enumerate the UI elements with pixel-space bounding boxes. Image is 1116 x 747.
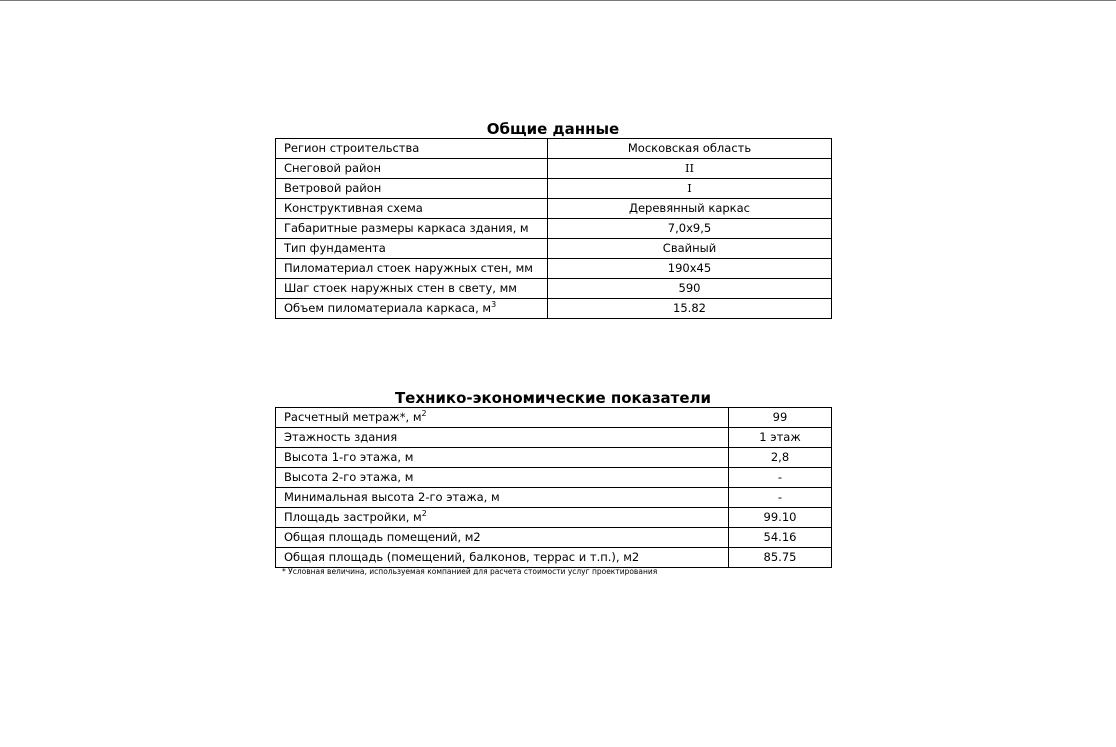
row-label: Ветровой район — [276, 179, 548, 199]
row-label: Площадь застройки, м — [284, 510, 422, 524]
table-row — [276, 299, 832, 319]
row-label: Высота 1-го этажа, м — [276, 448, 729, 468]
row-value: 1 этаж — [729, 428, 832, 448]
row-value: Московская область — [548, 139, 832, 159]
row-label-cell — [276, 508, 729, 528]
row-value: 99 — [729, 408, 832, 428]
row-label: Пиломатериал стоек наружных стен, мм — [276, 259, 548, 279]
table-row — [276, 488, 832, 508]
tech-indicators-title: Технико-экономические показатели — [394, 389, 712, 407]
table-row — [276, 408, 832, 428]
table-row — [276, 219, 832, 239]
table-row — [276, 259, 832, 279]
general-data-title: Общие данные — [486, 120, 620, 138]
row-label: Конструктивная схема — [276, 199, 548, 219]
row-label-cell — [276, 299, 548, 319]
row-value: Свайный — [548, 239, 832, 259]
row-value: 99.10 — [729, 508, 832, 528]
row-value: 590 — [548, 279, 832, 299]
row-label: Регион строительства — [276, 139, 548, 159]
table-row — [276, 548, 832, 568]
row-label: Шаг стоек наружных стен в свету, мм — [276, 279, 548, 299]
row-label: Объем пиломатериала каркаса, м — [284, 301, 492, 315]
table-row — [276, 159, 832, 179]
row-label: Высота 2-го этажа, м — [276, 468, 729, 488]
table-row — [276, 508, 832, 528]
row-value: 54.16 — [729, 528, 832, 548]
row-value: 190х45 — [548, 259, 832, 279]
table-row — [276, 448, 832, 468]
row-label: Расчетный метраж*, м — [284, 410, 422, 424]
table-row — [276, 468, 832, 488]
table-row — [276, 199, 832, 219]
row-value: II — [548, 159, 832, 179]
superscript: 3 — [491, 300, 497, 309]
row-value: 15.82 — [548, 299, 832, 319]
superscript: 2 — [421, 409, 427, 418]
row-label: Общая площадь (помещений, балконов, террас и т.п.), м2 — [276, 548, 729, 568]
row-value: 7,0х9,5 — [548, 219, 832, 239]
superscript: 2 — [421, 509, 427, 518]
tech-indicators-table — [275, 407, 832, 568]
row-value: 85.75 — [729, 548, 832, 568]
row-value: I — [548, 179, 832, 199]
table-row — [276, 279, 832, 299]
footnote: * Условная величина, используемая компанией для расчета стоимости услуг проектирования — [282, 567, 658, 576]
row-label-cell — [276, 408, 729, 428]
row-value: Деревянный каркас — [548, 199, 832, 219]
row-label: Габаритные размеры каркаса здания, м — [276, 219, 548, 239]
row-label: Этажность здания — [276, 428, 729, 448]
table-row — [276, 528, 832, 548]
row-label: Минимальная высота 2-го этажа, м — [276, 488, 729, 508]
row-label: Снеговой район — [276, 159, 548, 179]
table-row — [276, 239, 832, 259]
table-row — [276, 428, 832, 448]
row-value: 2,8 — [729, 448, 832, 468]
row-value: - — [729, 488, 832, 508]
general-data-table — [275, 138, 832, 319]
table-row — [276, 139, 832, 159]
row-label: Общая площадь помещений, м2 — [276, 528, 729, 548]
table-row — [276, 179, 832, 199]
row-label: Тип фундамента — [276, 239, 548, 259]
row-value: - — [729, 468, 832, 488]
